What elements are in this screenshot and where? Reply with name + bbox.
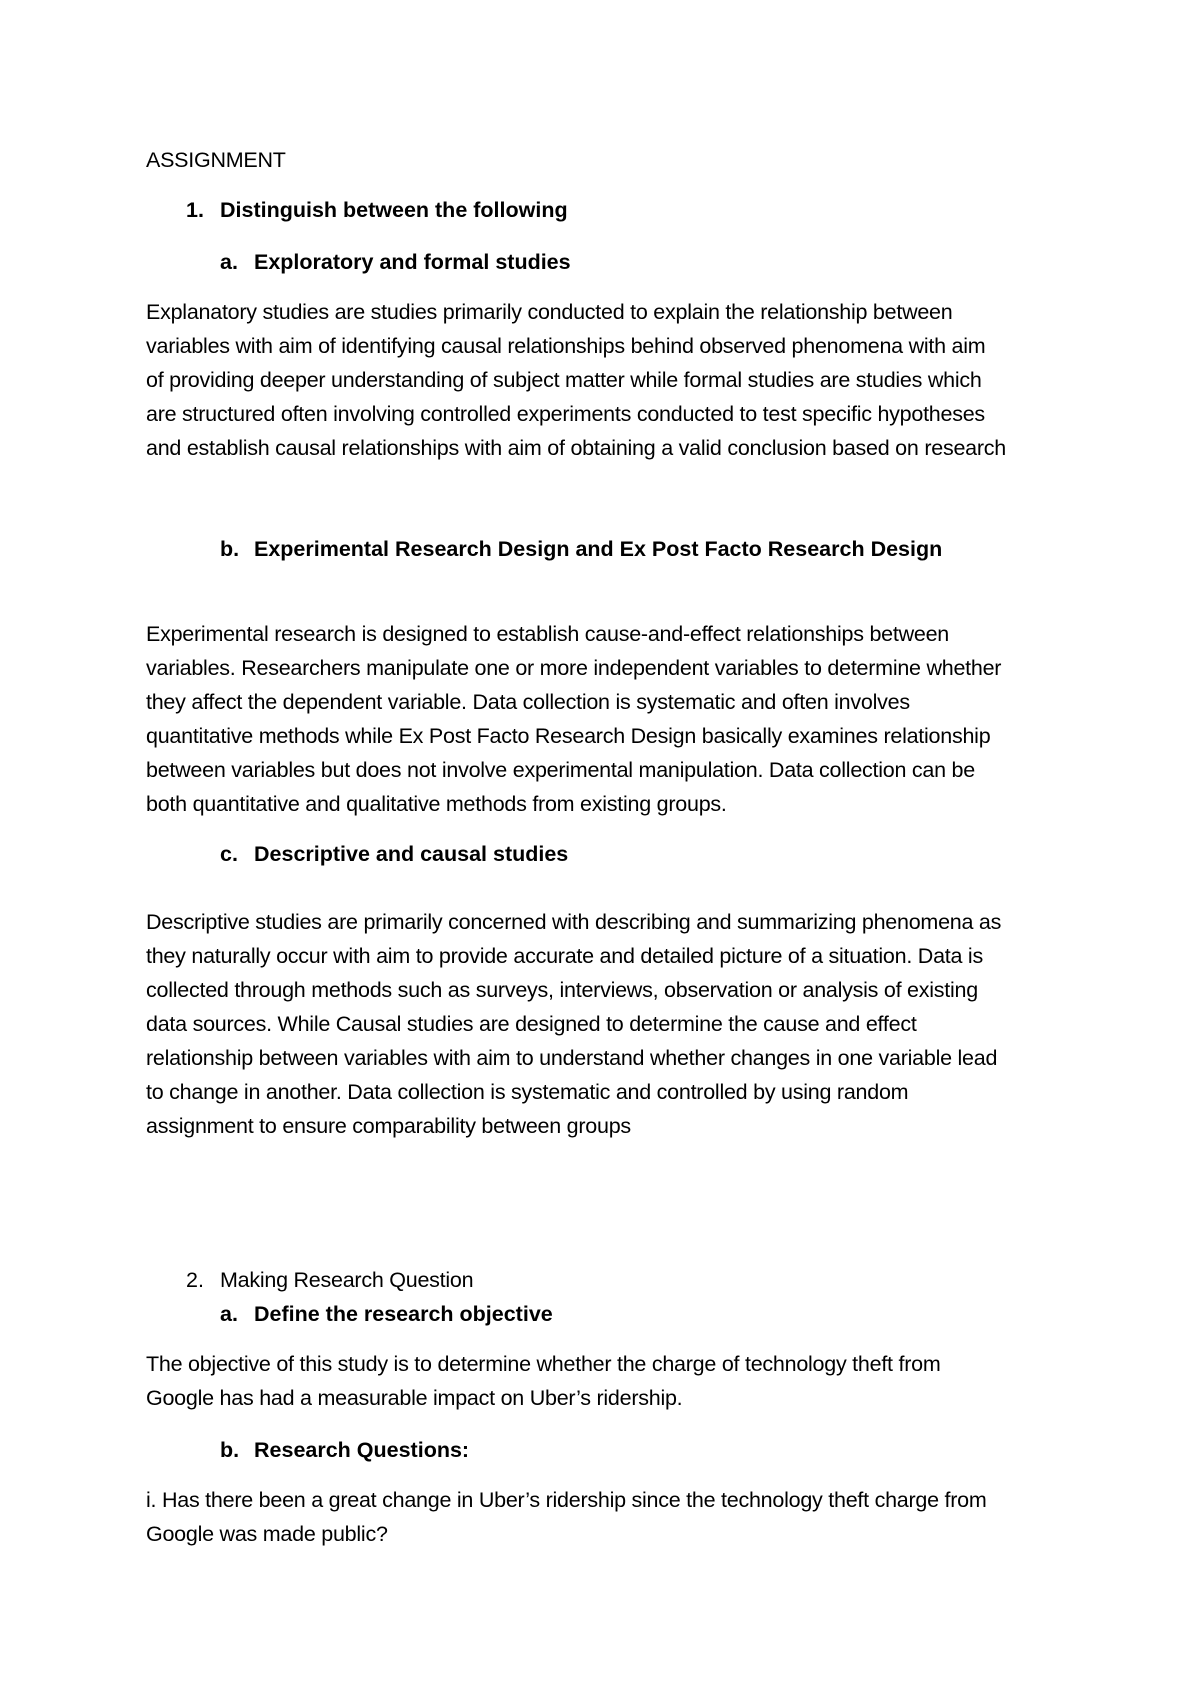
section-2a-marker: a. [220,1302,238,1326]
document-title: ASSIGNMENT [146,148,286,172]
section-1-number: 1. [186,198,204,222]
section-1b-line: both quantitative and qualitative methods from existing groups. [146,792,727,816]
section-1b-line: variables. Researchers manipulate one or more independent variables to determine whether [146,656,1002,680]
section-1b-line: between variables but does not involve experimental manipulation. Data collection can be [146,758,975,782]
section-1c-line: Descriptive studies are primarily concerned with describing and summarizing phenomena as [146,910,1002,934]
section-1a-line: are structured often involving controlled experiments conducted to test specific hypotheses [146,402,985,426]
section-1c-line: data sources. While Causal studies are designed to determine the cause and effect [146,1012,917,1036]
section-1a-marker: a. [220,250,238,274]
section-2a-heading: Define the research objective [254,1302,553,1326]
section-1-heading: Distinguish between the following [220,198,568,222]
section-2a-line: The objective of this study is to determine whether the charge of technology theft from [146,1352,941,1376]
section-1c-line: relationship between variables with aim to understand whether changes in one variable lead [146,1046,998,1070]
section-2b-line: i. Has there been a great change in Uber’s ridership since the technology theft charge from [146,1488,987,1512]
section-1c-line: they naturally occur with aim to provide accurate and detailed picture of a situation. Data is [146,944,983,968]
section-2b-heading: Research Questions: [254,1438,470,1462]
section-1c-marker: c. [220,842,238,866]
section-2-heading: Making Research Question [220,1268,474,1292]
section-2a-line: Google has had a measurable impact on Uber’s ridership. [146,1386,683,1410]
section-2b-marker: b. [220,1438,240,1462]
section-1c-line: assignment to ensure comparability between groups [146,1114,631,1138]
section-1b-line: Experimental research is designed to establish cause-and-effect relationships between [146,622,949,646]
section-2b-line: Google was made public? [146,1522,388,1546]
section-1c-heading: Descriptive and causal studies [254,842,569,866]
section-1c-line: collected through methods such as surveys, interviews, observation or analysis of existing [146,978,978,1002]
section-1a-line: Explanatory studies are studies primarily conducted to explain the relationship between [146,300,953,324]
section-1b-line: quantitative methods while Ex Post Facto Research Design basically examines relationship [146,724,991,748]
section-1b-marker: b. [220,537,240,561]
section-1b-heading: Experimental Research Design and Ex Post Facto Research Design [254,537,943,561]
section-1a-heading: Exploratory and formal studies [254,250,571,274]
section-2-number: 2. [186,1268,204,1292]
section-1a-line: variables with aim of identifying causal relationships behind observed phenomena with aim [146,334,986,358]
section-1c-line: to change in another. Data collection is systematic and controlled by using random [146,1080,909,1104]
section-1a-line: and establish causal relationships with aim of obtaining a valid conclusion based on research [146,436,1006,460]
section-1a-line: of providing deeper understanding of subject matter while formal studies are studies which [146,368,982,392]
section-1b-line: they affect the dependent variable. Data collection is systematic and often involves [146,690,910,714]
